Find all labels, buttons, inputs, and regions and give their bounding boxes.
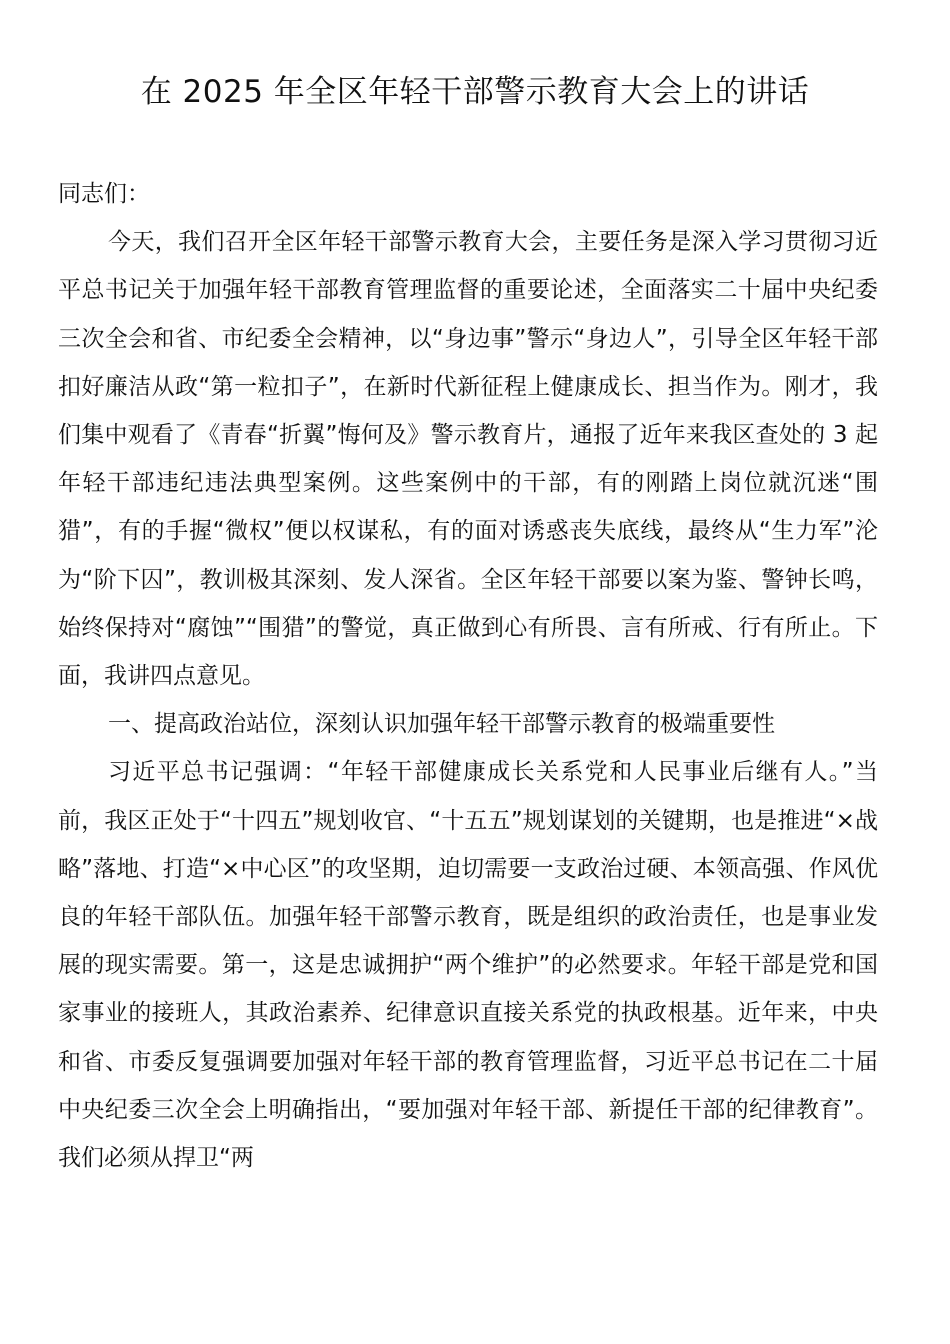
document-title: 在 2025 年全区年轻干部警示教育大会上的讲话	[140, 74, 810, 110]
document-body	[58, 170, 878, 1182]
intro-paragraph: 今天，我们召开全区年轻干部警示教育大会，主要任务是深入学习贯彻习近平总书记关于加强年轻干部教育管理监督的重要论述，全面落实二十届中央纪委三次全会和省、市纪委全会精神，以“身边事”警示“身边人”，引导全区年轻干部扣好廉洁从政“第一粒扣子”，在新时代新征程上健康成长、担当作为。刚才，我们集中观看了《青春“折翼”悔何及》警示教育片，通报了近年来我区查处的 3 起年轻干部违纪违法典型案例。这些案例中的干部，有的刚踏上岗位就沉迷“围猎”，有的手握“微权”便以权谋私，有的面对诱惑丧失底线，最终从“生力军”沦为“阶下囚”，教训极其深刻、发人深省。全区年轻干部要以案为鉴、警钟长鸣，始终保持对“腐蚀”“围猎”的警觉，真正做到心有所畏、言有所戒、行有所止。下面，我讲四点意见。	[58, 229, 878, 690]
salutation: 同志们：	[58, 181, 150, 207]
section-paragraph: 习近平总书记强调：“年轻干部健康成长关系党和人民事业后继有人。”当前，我区正处于“十四五”规划收官、“十五五”规划谋划的关键期，也是推进“×战略”落地、打造“×中心区”的攻坚期，迫切需要一支政治过硬、本领高强、作风优良的年轻干部队伍。加强年轻干部警示教育，既是组织的政治责任，也是事业发展的现实需要。第一，这是忠诚拥护“两个维护”的必然要求。年轻干部是党和国家事业的接班人，其政治素养、纪律意识直接关系党的执政根基。近年来，中央和省、市委反复强调要加强对年轻干部的教育管理监督，习近平总书记在二十届中央纪委三次全会上明确指出，“要加强对年轻干部、新提任干部的纪律教育”。我们必须从捍卫“两	[58, 759, 878, 1172]
section-heading: 一、提高政治站位，深刻认识加强年轻干部警示教育的极端重要性	[108, 711, 775, 738]
